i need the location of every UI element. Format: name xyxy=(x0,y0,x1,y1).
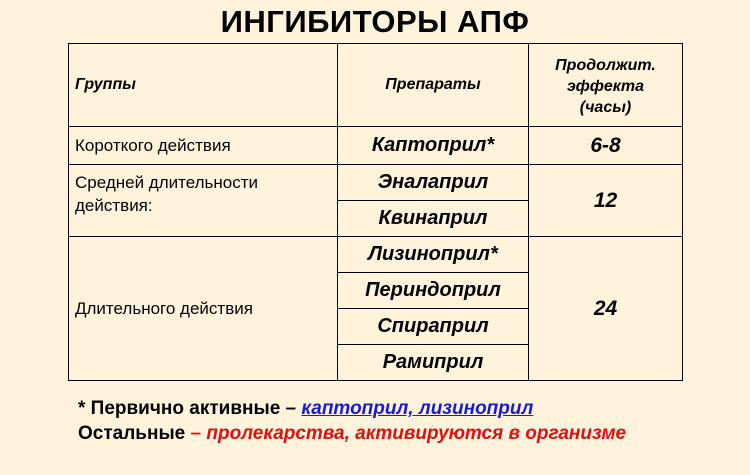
group-cell xyxy=(69,165,338,237)
footnote-prefix: Остальные xyxy=(78,423,191,444)
table-row xyxy=(69,237,683,273)
footnote-dash: – xyxy=(190,423,207,444)
header-duration-line: Продолжит. xyxy=(555,57,656,74)
drug-cell: Квинаприл xyxy=(338,201,529,237)
active-drugs-list: каптоприл, лизиноприл xyxy=(301,398,534,419)
drug-cell: Эналаприл xyxy=(338,165,529,201)
group-line: действия: xyxy=(75,196,153,215)
table-row xyxy=(69,165,683,201)
ace-inhibitors-table xyxy=(68,43,683,381)
drug-cell: Рамиприл xyxy=(338,345,529,381)
header-duration-line: эффекта xyxy=(566,78,645,95)
footnote-line-2 xyxy=(78,421,718,446)
group-cell: Длительного действия xyxy=(69,237,338,381)
footnote xyxy=(78,396,718,446)
duration-cell: 6-8 xyxy=(529,127,683,165)
drug-cell: Лизиноприл* xyxy=(338,237,529,273)
drug-cell: Каптоприл* xyxy=(338,127,529,165)
table-header-row xyxy=(69,44,683,127)
table-row xyxy=(69,127,683,165)
header-duration xyxy=(529,44,683,127)
drug-cell: Периндоприл xyxy=(338,273,529,309)
prodrug-note: пролекарства, активируются в организме xyxy=(206,423,627,444)
header-groups: Группы xyxy=(69,44,338,127)
group-cell: Короткого действия xyxy=(69,127,338,165)
drug-cell: Спираприл xyxy=(338,309,529,345)
footnote-line-1 xyxy=(78,396,718,421)
duration-cell: 12 xyxy=(529,165,683,237)
duration-cell: 24 xyxy=(529,237,683,381)
page-title: ИНГИБИТОРЫ АПФ xyxy=(220,4,530,39)
group-line: Средней длительности xyxy=(75,173,259,192)
header-drugs: Препараты xyxy=(338,44,529,127)
footnote-prefix: * Первично активные – xyxy=(78,398,302,419)
header-duration-line: (часы) xyxy=(579,99,632,116)
